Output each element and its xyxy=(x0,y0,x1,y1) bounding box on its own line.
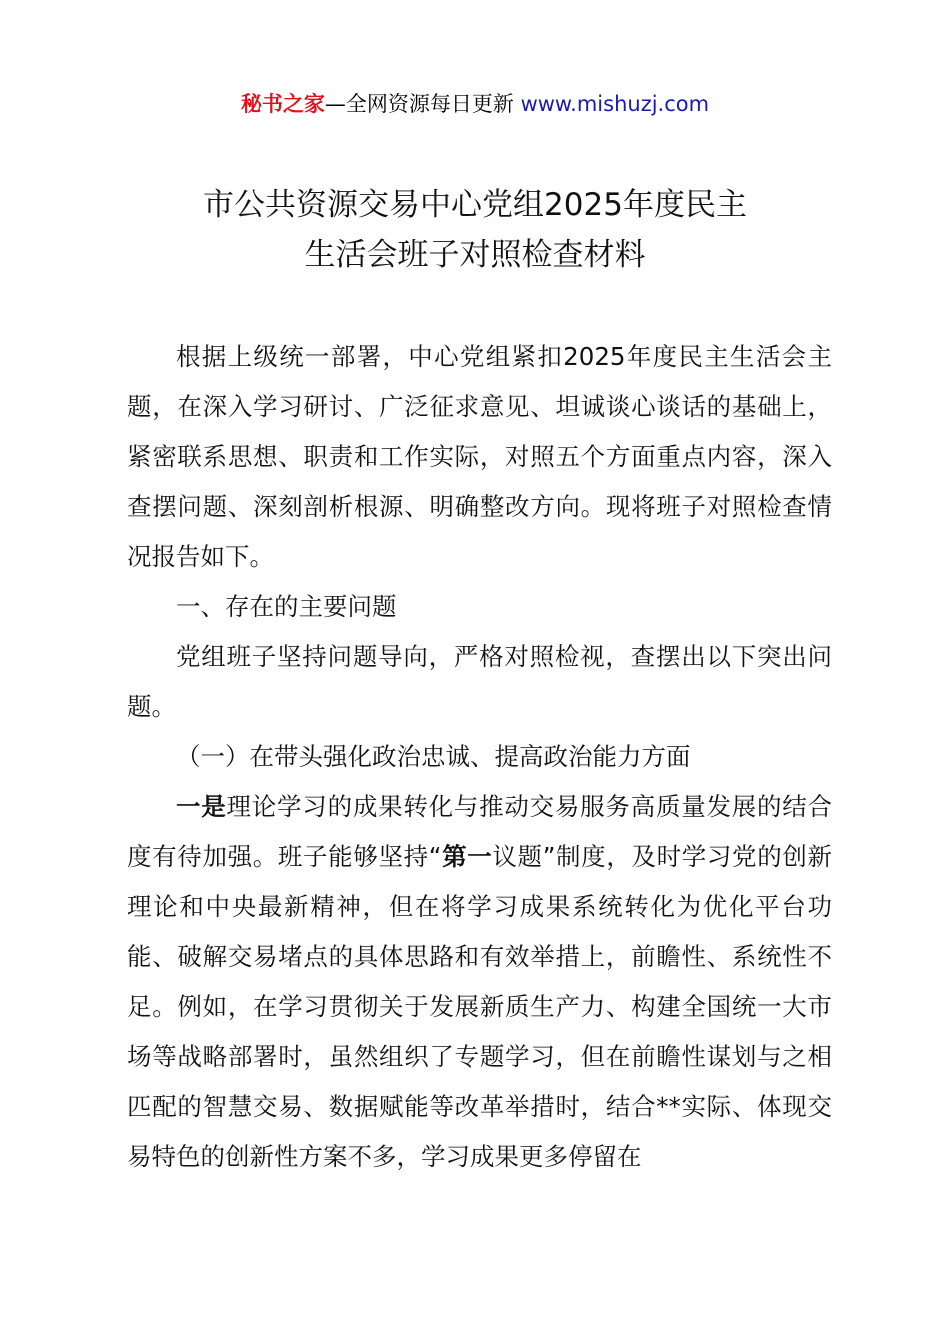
point-text-b: 议题”制度，及时学习党的创新理论和中央最新精神，但在将学习成果系统转化为优化平台功能、破解交易堵点的具体思路和有效举措上，前瞻性、系统性不足。例如，在学习贯彻关于发展新质生产力、构建全国统一大市场等战略部署时，虽然组织了专题学习，但在前瞻性谋划与之相匹配的智慧交易、数据赋能等改革举措时，结合**实际、体现交易特色的创新性方案不多，学习成果更多停留在 xyxy=(127,842,832,1171)
point-paragraph xyxy=(127,782,832,1182)
header-tagline: —全网资源每日更新 xyxy=(324,92,514,116)
title-line-2: 生活会班子对照检查材料 xyxy=(304,237,646,273)
subsection-heading: （一）在带头强化政治忠诚、提高政治能力方面 xyxy=(176,742,691,771)
section-heading: 一、存在的主要问题 xyxy=(176,592,397,621)
header-banner xyxy=(0,88,950,120)
document-title xyxy=(120,180,830,280)
point-lead: 一是 xyxy=(176,792,227,821)
site-url-link[interactable]: www.mishuzj.com xyxy=(520,92,710,116)
section-intro-paragraph: 党组班子坚持问题导向，严格对照检视，查摆出以下突出问题。 xyxy=(127,642,832,721)
document-body xyxy=(127,332,832,1182)
title-line-1: 市公共资源交易中心党组2025年度民主 xyxy=(203,187,747,223)
brand-name: 秘书之家 xyxy=(240,92,325,116)
point-emphasis: 第一 xyxy=(441,842,493,871)
point-text-a: 理论学习的成果转化与推动交易服务高质量发展的结合度有待加强。班子能够坚持“ xyxy=(127,792,833,871)
intro-paragraph: 根据上级统一部署，中心党组紧扣2025年度民主生活会主题，在深入学习研讨、广泛征求意见、坦诚谈心谈话的基础上，紧密联系思想、职责和工作实际，对照五个方面重点内容，深入查摆问题、深刻剖析根源、明确整改方向。现将班子对照检查情况报告如下。 xyxy=(127,342,832,571)
